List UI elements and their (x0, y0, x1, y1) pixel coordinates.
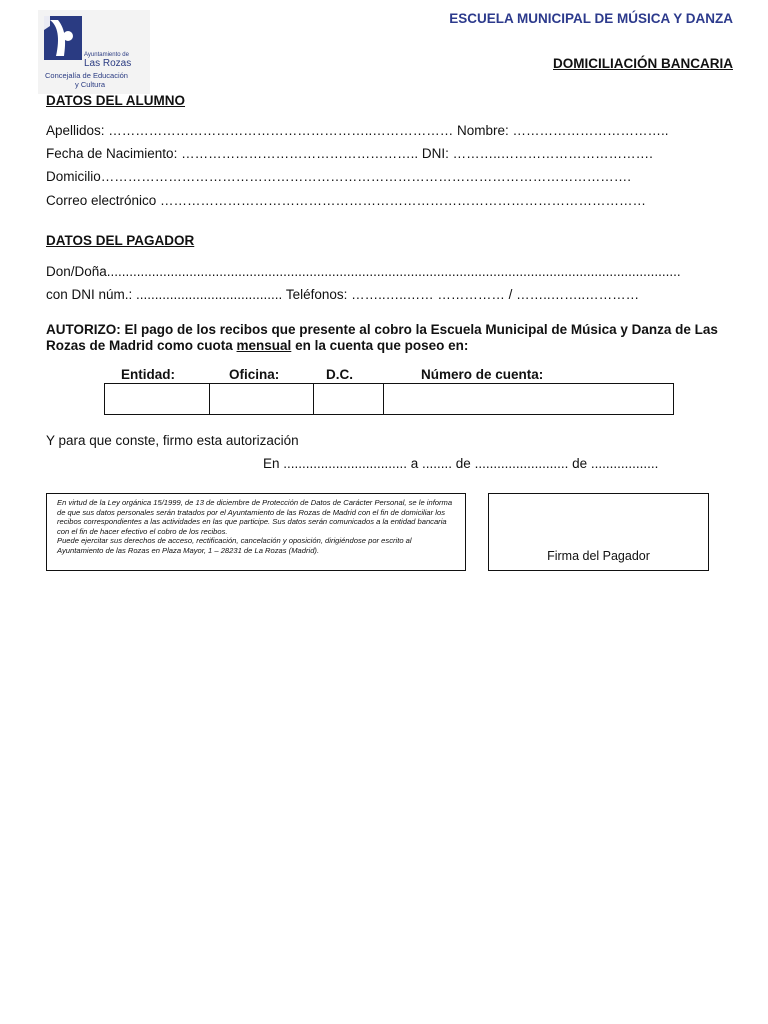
logo-text-concejalia: Concejalía de Educación (45, 71, 128, 80)
signature-box[interactable] (488, 493, 709, 571)
dc-label: D.C. (326, 367, 353, 382)
surname-name-line[interactable]: Apellidos: …………………………………………………..……………… Nombre: …………………………….. (46, 123, 669, 138)
dc-field[interactable] (313, 384, 384, 414)
account-number-field[interactable] (383, 384, 674, 414)
document-title: DOMICILIACIÓN BANCARIA (553, 56, 733, 71)
payer-id-phone-line[interactable]: con DNI núm.: ....................................... Teléfonos: ……..…..…… …………… / ……..……..………… (46, 287, 640, 302)
legal-notice-box (46, 493, 466, 571)
logo-text-cultura: y Cultura (75, 80, 106, 89)
school-name: ESCUELA MUNICIPAL DE MÚSICA Y DANZA (449, 11, 733, 26)
account-number-table (104, 383, 674, 415)
payer-section-heading: DATOS DEL PAGADOR (46, 233, 195, 248)
signature-label: Firma del Pagador (547, 549, 650, 563)
payer-name-line[interactable]: Don/Doña......................................................................................................................................................... (46, 264, 681, 279)
authorization-text-part1: AUTORIZO: El pago de los recibos que presente al cobro la Escuela Municipal de Música y Danza de Las Rozas de Madrid como cuota (46, 322, 718, 353)
office-label: Oficina: (229, 367, 280, 382)
birth-dni-line[interactable]: Fecha de Nacimiento: …………………………………………….. DNI: ………..……………………………. (46, 146, 653, 161)
place-date-line[interactable]: En ................................. a ........ de ......................... de .................. (263, 456, 659, 471)
las-rozas-emblem-icon (44, 16, 82, 60)
entity-label: Entidad: (121, 367, 175, 382)
logo-text-ayuntamiento: Ayuntamiento de (84, 52, 129, 58)
email-line[interactable]: Correo electrónico ……………………………………………………………………………………………… (46, 193, 647, 208)
authorization-text (46, 322, 734, 353)
entity-field[interactable] (105, 384, 209, 414)
legal-notice-text-1: En virtud de la Ley orgánica 15/1999, de 13 de diciembre de Protección de Datos de Carácter Personal, se le informa de que sus datos personales serán tratados por el Ayuntamiento de las Rozas de Madrid con el fin de domiciliar los recibos correspondientes a las actividades en las que participe. Sus datos serán comunicados a la entidad bancaria con el fin de hacer efectivo el cobro de los recibos. (57, 498, 453, 536)
authorization-text-part2: en la cuenta que poseo en: (291, 337, 469, 353)
address-line[interactable]: Domicilio………………………………………………………………………………………………………. (46, 169, 632, 184)
logo-text-las-rozas: Las Rozas (84, 58, 132, 69)
account-number-label: Número de cuenta: (421, 367, 544, 382)
office-field[interactable] (209, 384, 314, 414)
authorization-emphasis: mensual (236, 337, 292, 353)
closing-statement: Y para que conste, firmo esta autorización (46, 433, 299, 448)
student-section-heading: DATOS DEL ALUMNO (46, 93, 186, 108)
legal-notice-text-2: Puede ejercitar sus derechos de acceso, rectificación, cancelación y oposición, dirigiéndose por escrito al Ayuntamiento de las Rozas en Plaza Mayor, 1 – 28231 de La Rozas (Madrid). (57, 536, 412, 555)
